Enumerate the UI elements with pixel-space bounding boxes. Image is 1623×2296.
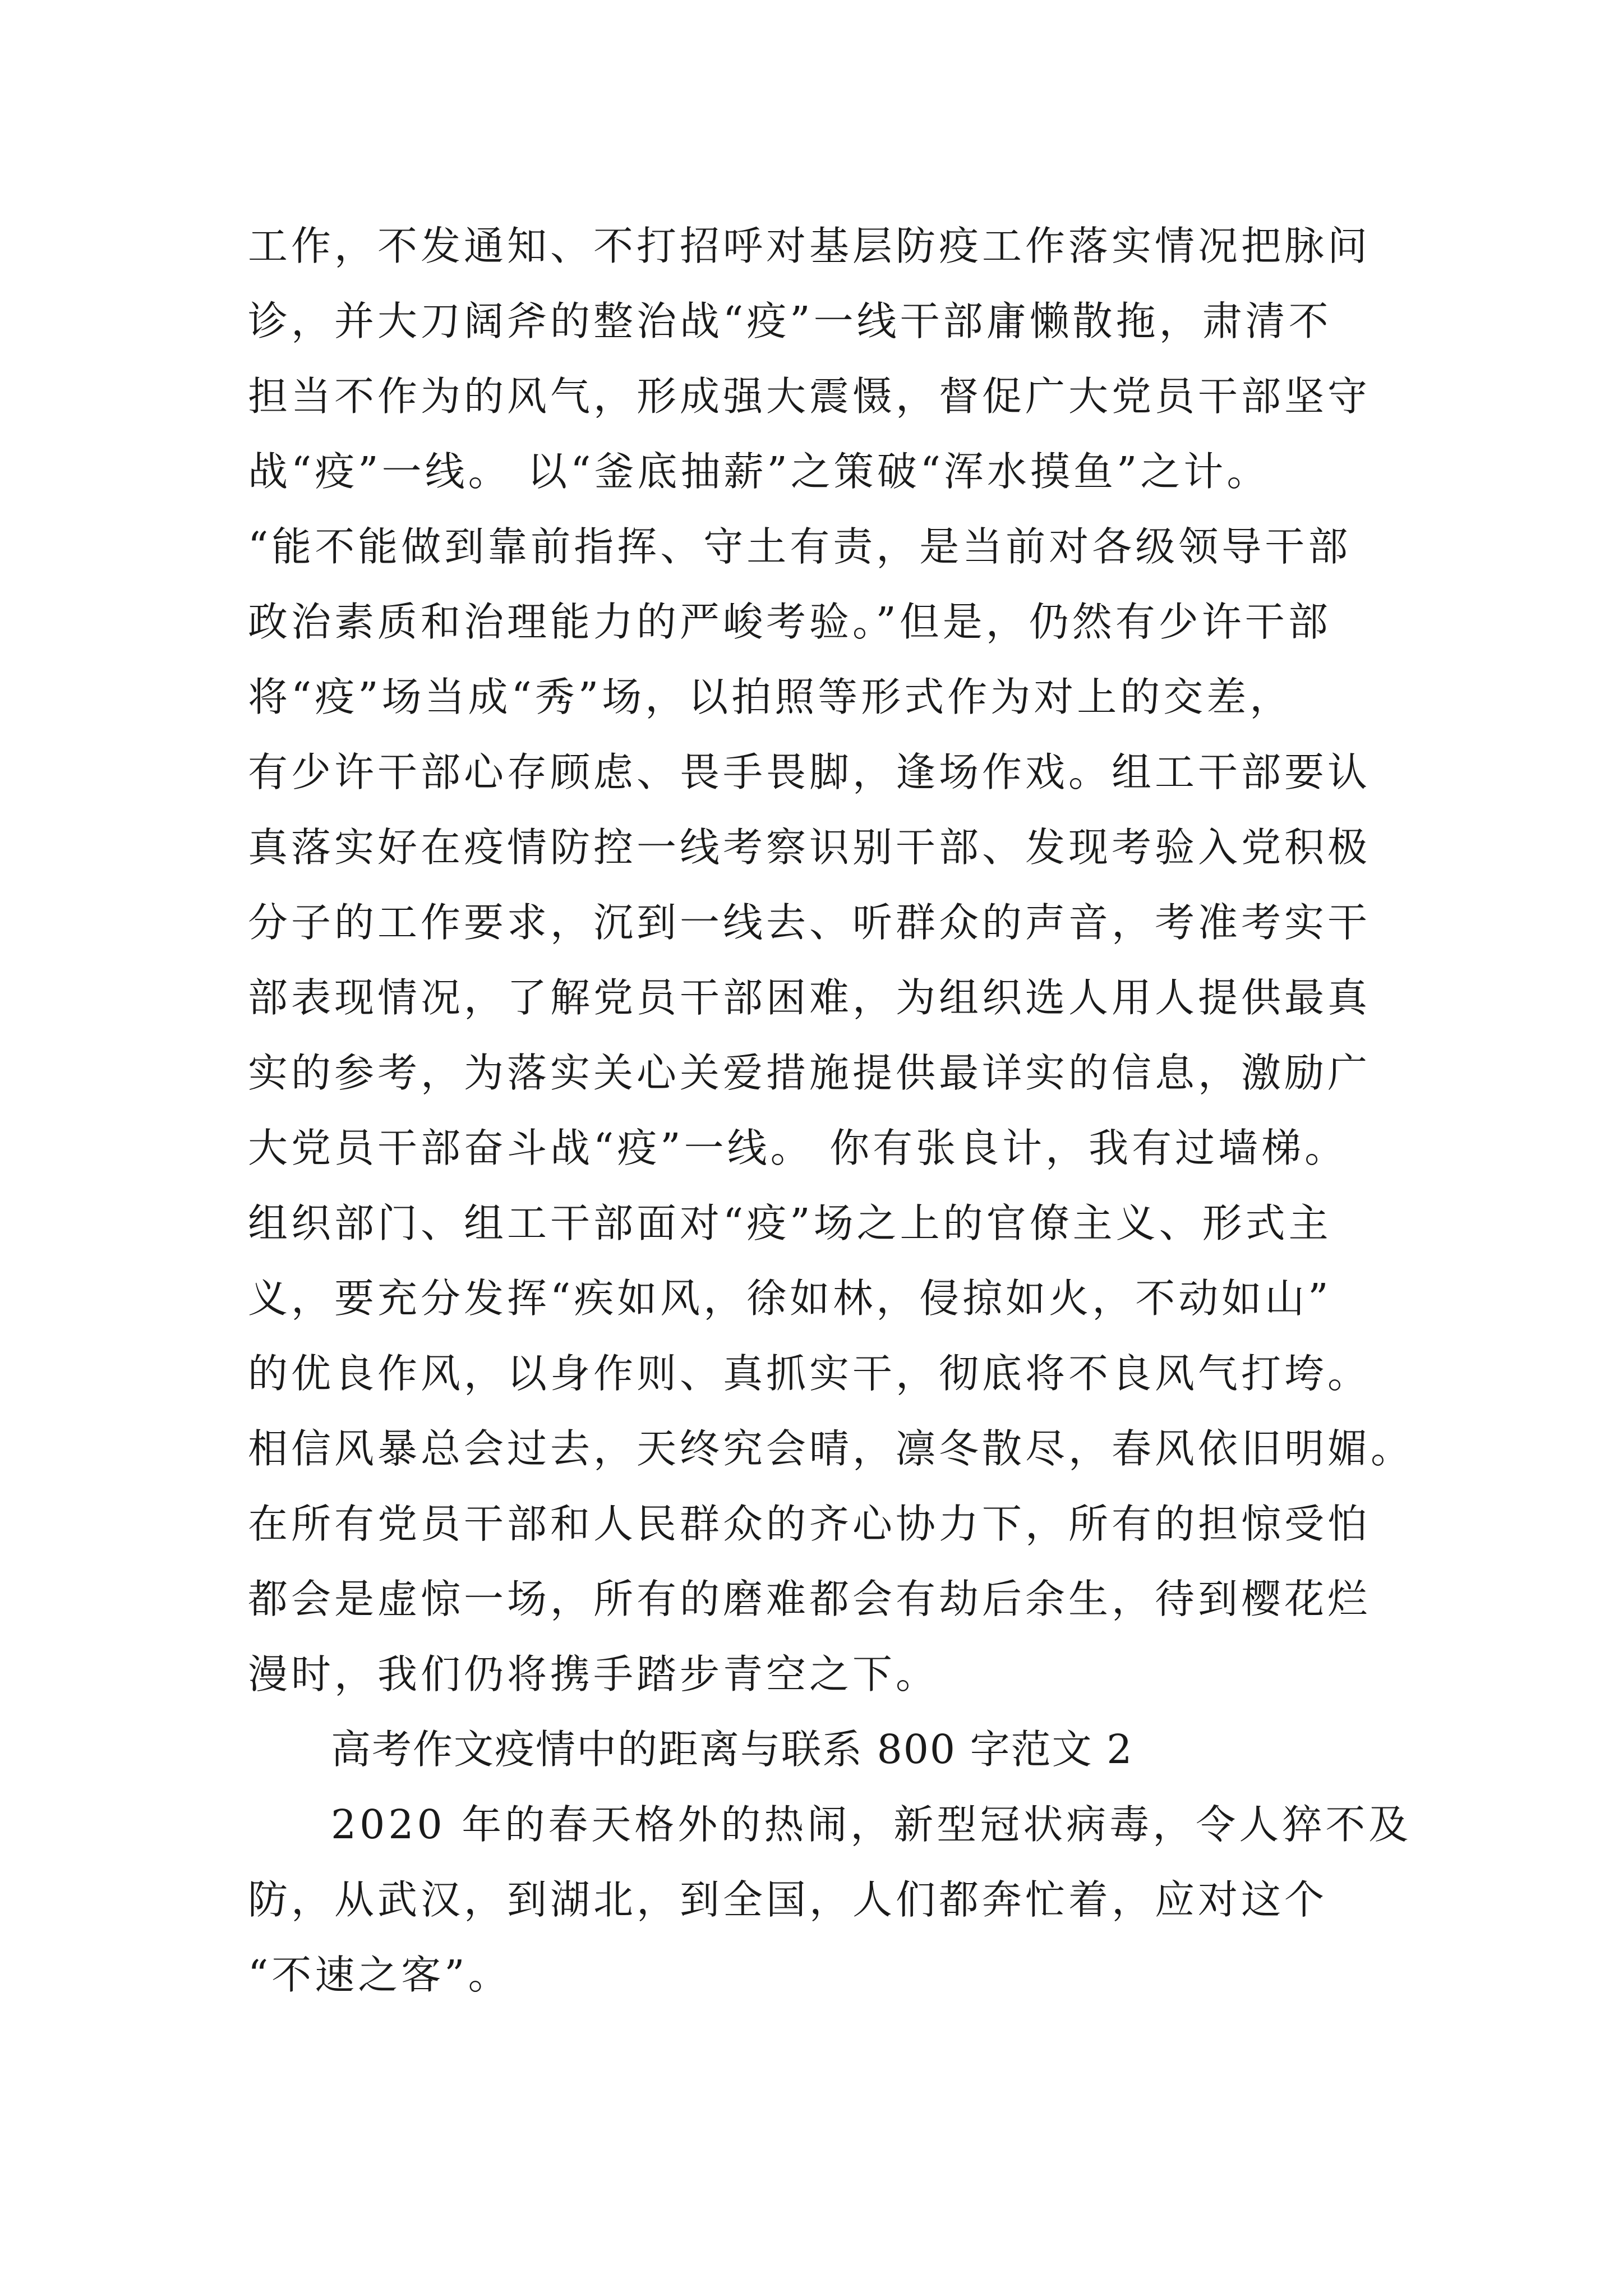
body-line: 真落实好在疫情防控一线考察识别干部、发现考验入党积极 [248, 824, 1371, 871]
body-line: 诊，并大刀阔斧的整治战“疫”一线干部庸懒散拖，肃清不 [248, 298, 1332, 344]
body-line: 有少许干部心存顾虑、畏手畏脚，逢场作戏。组工干部要认 [248, 749, 1371, 795]
body-line: 工作，不发通知、不打招呼对基层防疫工作落实情况把脉问 [248, 223, 1371, 269]
body-line: 都会是虚惊一场，所有的磨难都会有劫后余生，待到樱花烂 [248, 1576, 1371, 1622]
body-line: “能不能做到靠前指挥、守土有责，是当前对各级领导干部 [248, 523, 1352, 570]
body-line: 在所有党员干部和人民群众的齐心协力下，所有的担惊受怕 [248, 1501, 1371, 1547]
body-line: 实的参考，为落实关心关爱措施提供最详实的信息，激励广 [248, 1050, 1371, 1096]
body-line: 漫时，我们仍将携手踏步青空之下。 [248, 1651, 939, 1697]
body-line: “不速之客”。 [248, 1952, 511, 1998]
body-line: 的优良作风，以身作则、真抓实干，彻底将不良风气打垮。 [248, 1350, 1371, 1397]
essay-subtitle: 高考作文疫情中的距离与联系 800 字范文 2 [331, 1726, 1133, 1773]
body-line: 部表现情况，了解党员干部困难，为组织选人用人提供最真 [248, 974, 1371, 1021]
body-line: 相信风暴总会过去，天终究会晴，凛冬散尽，春风依旧明媚。 [248, 1425, 1414, 1472]
body-line: 战“疫”一线。 以“釜底抽薪”之策破“浑水摸鱼”之计。 [248, 448, 1270, 495]
body-line: 2020 年的春天格外的热闹，新型冠状病毒，令人猝不及 [331, 1801, 1412, 1848]
body-line: 组织部门、组工干部面对“疫”场之上的官僚主义、形式主 [248, 1200, 1332, 1246]
body-line: 义，要充分发挥“疾如风，徐如林，侵掠如火，不动如山” [248, 1275, 1332, 1322]
body-line: 大党员干部奋斗战“疫”一线。 你有张良计，我有过墙梯。 [248, 1125, 1348, 1171]
body-line: 分子的工作要求，沉到一线去、听群众的声音，考准考实干 [248, 899, 1371, 946]
body-line: 将“疫”场当成“秀”场，以拍照等形式作为对上的交差， [248, 674, 1293, 720]
body-line: 防，从武汉，到湖北，到全国，人们都奔忙着，应对这个 [248, 1876, 1328, 1923]
body-line: 担当不作为的风气，形成强大震慑，督促广大党员干部坚守 [248, 373, 1371, 420]
document-body [248, 209, 1431, 2013]
body-line: 政治素质和治理能力的严峻考验。”但是，仍然有少许干部 [248, 599, 1331, 645]
